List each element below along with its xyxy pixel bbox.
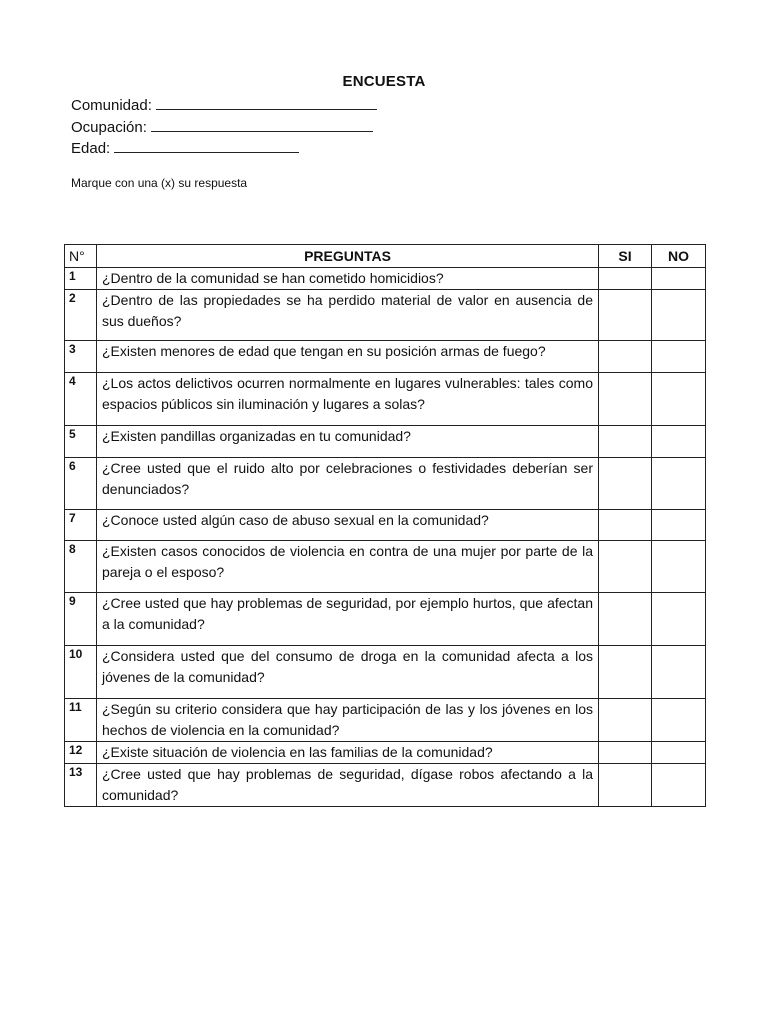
table-row xyxy=(65,510,706,541)
row-number: 2 xyxy=(65,290,97,341)
answer-no-cell[interactable] xyxy=(652,742,706,764)
header-number: N° xyxy=(65,245,97,268)
row-number: 12 xyxy=(65,742,97,764)
answer-no-cell[interactable] xyxy=(652,541,706,593)
question-text: ¿Existen pandillas organizadas en tu comunidad? xyxy=(97,426,599,458)
table-row xyxy=(65,268,706,290)
table-row xyxy=(65,593,706,646)
answer-yes-cell[interactable] xyxy=(599,593,652,646)
field-ocupacion xyxy=(71,117,373,137)
field-comunidad xyxy=(71,95,377,115)
table-row xyxy=(65,764,706,807)
header-questions: PREGUNTAS xyxy=(97,245,599,268)
table-row xyxy=(65,373,706,426)
answer-yes-cell[interactable] xyxy=(599,290,652,341)
table-row xyxy=(65,646,706,699)
question-text: ¿Cree usted que hay problemas de seguridad, por ejemplo hurtos, que afectan a la comunidad? xyxy=(97,593,599,646)
question-text: ¿Los actos delictivos ocurren normalmente en lugares vulnerables: tales como espacios públicos sin iluminación y lugares a solas? xyxy=(97,373,599,426)
header-row xyxy=(65,245,706,268)
row-number: 1 xyxy=(65,268,97,290)
header-yes: SI xyxy=(599,245,652,268)
row-number: 7 xyxy=(65,510,97,541)
answer-yes-cell[interactable] xyxy=(599,764,652,807)
table-row xyxy=(65,458,706,510)
answer-no-cell[interactable] xyxy=(652,268,706,290)
answer-no-cell[interactable] xyxy=(652,373,706,426)
survey-table xyxy=(64,244,706,807)
question-text: ¿Existen casos conocidos de violencia en contra de una mujer por parte de la pareja o el esposo? xyxy=(97,541,599,593)
answer-yes-cell[interactable] xyxy=(599,268,652,290)
answer-no-cell[interactable] xyxy=(652,699,706,742)
table-row xyxy=(65,426,706,458)
table-row xyxy=(65,290,706,341)
question-text: ¿Existe situación de violencia en las familias de la comunidad? xyxy=(97,742,599,764)
answer-no-cell[interactable] xyxy=(652,593,706,646)
question-text: ¿Según su criterio considera que hay participación de las y los jóvenes en los hechos de violencia en la comunidad? xyxy=(97,699,599,742)
comunidad-blank[interactable] xyxy=(156,95,377,110)
table-row xyxy=(65,742,706,764)
answer-yes-cell[interactable] xyxy=(599,341,652,373)
row-number: 3 xyxy=(65,341,97,373)
answer-no-cell[interactable] xyxy=(652,341,706,373)
question-text: ¿Cree usted que el ruido alto por celebraciones o festividades deberían ser denunciados? xyxy=(97,458,599,510)
row-number: 10 xyxy=(65,646,97,699)
row-number: 4 xyxy=(65,373,97,426)
question-text: ¿Dentro de la comunidad se han cometido homicidios? xyxy=(97,268,599,290)
answer-yes-cell[interactable] xyxy=(599,510,652,541)
row-number: 6 xyxy=(65,458,97,510)
question-text: ¿Existen menores de edad que tengan en su posición armas de fuego? xyxy=(97,341,599,373)
answer-yes-cell[interactable] xyxy=(599,426,652,458)
row-number: 5 xyxy=(65,426,97,458)
answer-no-cell[interactable] xyxy=(652,426,706,458)
answer-no-cell[interactable] xyxy=(652,458,706,510)
field-label: Comunidad: xyxy=(71,97,152,114)
table-row xyxy=(65,699,706,742)
ocupacion-blank[interactable] xyxy=(151,117,373,132)
field-label: Ocupación: xyxy=(71,119,147,136)
answer-yes-cell[interactable] xyxy=(599,541,652,593)
question-text: ¿Considera usted que del consumo de droga en la comunidad afecta a los jóvenes de la comunidad? xyxy=(97,646,599,699)
answer-yes-cell[interactable] xyxy=(599,646,652,699)
page-title: ENCUESTA xyxy=(342,73,426,90)
field-edad xyxy=(71,138,299,158)
row-number: 9 xyxy=(65,593,97,646)
table-row xyxy=(65,541,706,593)
answer-no-cell[interactable] xyxy=(652,510,706,541)
answer-no-cell[interactable] xyxy=(652,290,706,341)
instruction-text: Marque con una (x) su respuesta xyxy=(71,176,248,190)
header-no: NO xyxy=(652,245,706,268)
answer-yes-cell[interactable] xyxy=(599,373,652,426)
row-number: 11 xyxy=(65,699,97,742)
row-number: 13 xyxy=(65,764,97,807)
edad-blank[interactable] xyxy=(114,138,299,153)
answer-yes-cell[interactable] xyxy=(599,458,652,510)
question-text: ¿Conoce usted algún caso de abuso sexual en la comunidad? xyxy=(97,510,599,541)
row-number: 8 xyxy=(65,541,97,593)
answer-yes-cell[interactable] xyxy=(599,699,652,742)
answer-yes-cell[interactable] xyxy=(599,742,652,764)
answer-no-cell[interactable] xyxy=(652,646,706,699)
answer-no-cell[interactable] xyxy=(652,764,706,807)
question-text: ¿Dentro de las propiedades se ha perdido material de valor en ausencia de sus dueños? xyxy=(97,290,599,341)
field-label: Edad: xyxy=(71,140,111,157)
table-row xyxy=(65,341,706,373)
question-text: ¿Cree usted que hay problemas de seguridad, dígase robos afectando a la comunidad? xyxy=(97,764,599,807)
